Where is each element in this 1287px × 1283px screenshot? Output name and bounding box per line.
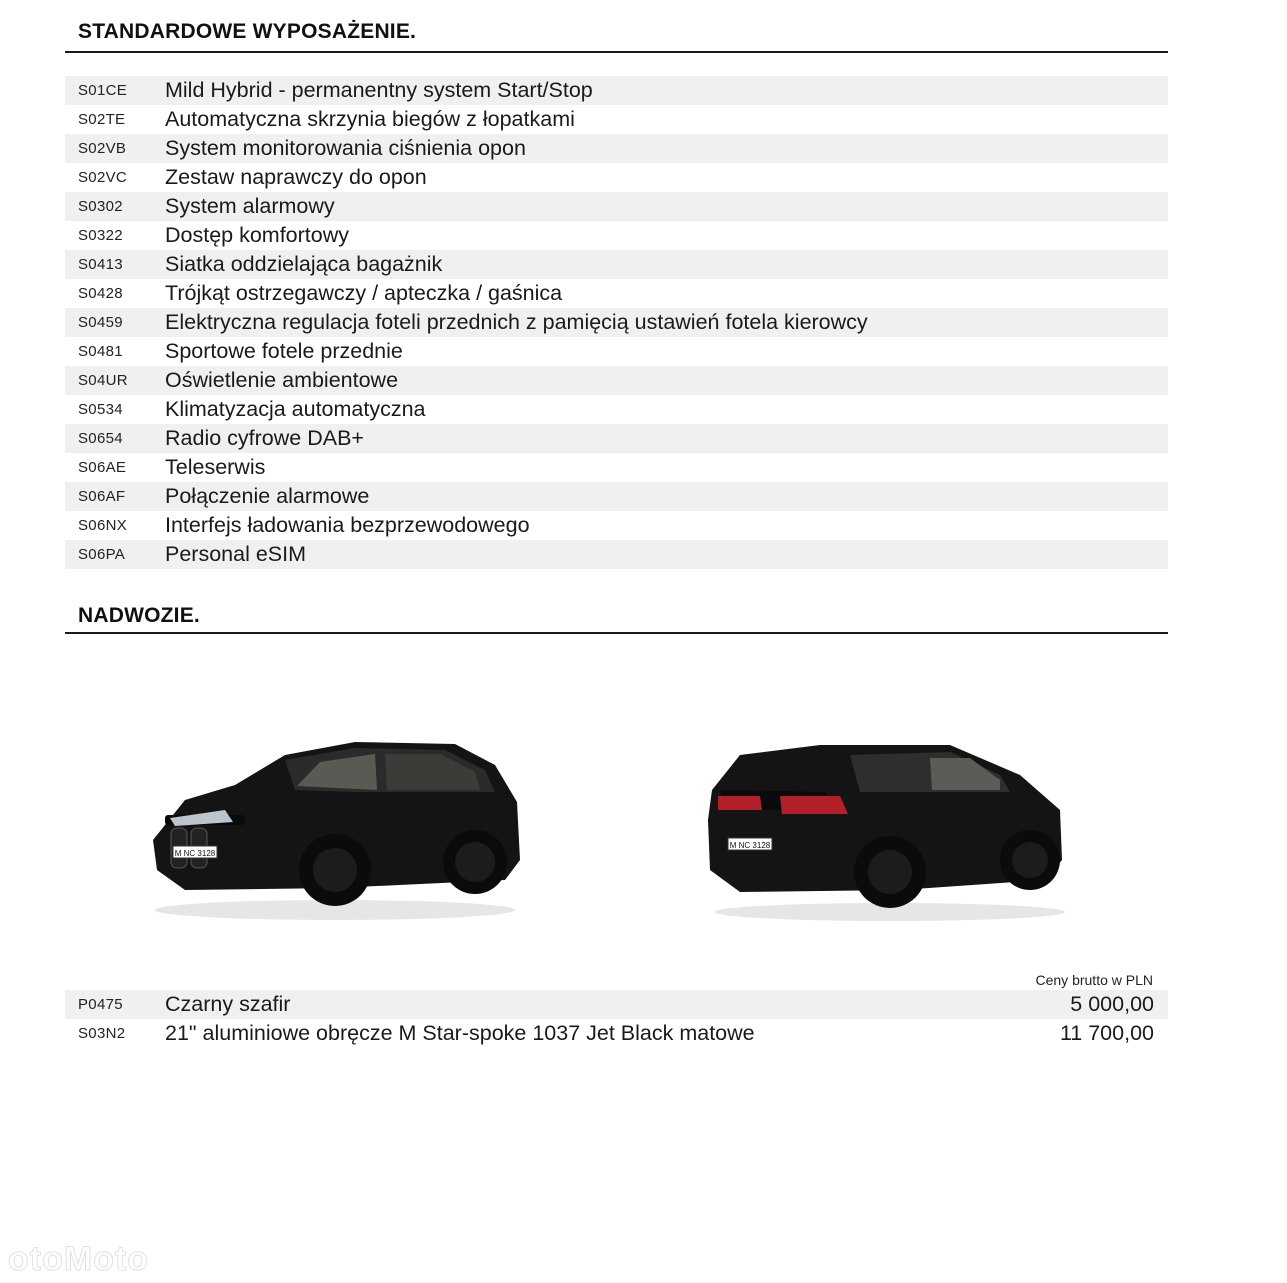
item-label: System monitorowania ciśnienia opon <box>165 136 526 160</box>
item-label: System alarmowy <box>165 194 335 218</box>
item-code: P0475 <box>78 996 123 1013</box>
list-item <box>65 453 1168 482</box>
item-code: S0413 <box>78 256 123 273</box>
list-item <box>65 163 1168 192</box>
list-item <box>65 511 1168 540</box>
item-label: Teleserwis <box>165 455 266 479</box>
list-item <box>65 279 1168 308</box>
section-divider <box>65 51 1168 53</box>
item-label: Połączenie alarmowe <box>165 484 370 508</box>
item-label: Interfejs ładowania bezprzewodowego <box>165 513 530 537</box>
list-item <box>65 221 1168 250</box>
item-label: Trójkąt ostrzegawczy / apteczka / gaśnica <box>165 281 563 305</box>
section-title-standard: STANDARDOWE WYPOSAŻENIE. <box>78 20 417 43</box>
body-options-list <box>65 990 1168 1048</box>
item-label: Elektryczna regulacja foteli przednich z pamięcią ustawień fotela kierowcy <box>165 310 868 334</box>
list-item <box>65 76 1168 105</box>
item-code: S01CE <box>78 82 128 99</box>
item-label: Automatyczna skrzynia biegów z łopatkami <box>165 107 575 131</box>
item-price: 11 700,00 <box>1059 1021 1154 1045</box>
item-label: Klimatyzacja automatyczna <box>165 397 426 421</box>
list-item <box>65 250 1168 279</box>
list-item <box>65 366 1168 395</box>
car-front-image <box>145 730 530 925</box>
item-code: S0428 <box>78 285 123 302</box>
watermark-logo: otoMoto <box>8 1240 150 1278</box>
list-item <box>65 192 1168 221</box>
list-item <box>65 134 1168 163</box>
item-label: Sportowe fotele przednie <box>165 339 403 363</box>
list-item <box>65 395 1168 424</box>
item-label: Mild Hybrid - permanentny system Start/Stop <box>165 78 593 102</box>
item-label: Zestaw naprawczy do opon <box>165 165 427 189</box>
item-label: Personal eSIM <box>165 542 307 566</box>
list-item <box>65 540 1168 569</box>
front-plate: M NC 3128 <box>174 849 216 858</box>
item-code: S0481 <box>78 343 123 360</box>
item-code: S03N2 <box>78 1025 126 1042</box>
list-item <box>65 990 1168 1019</box>
item-label: Dostęp komfortowy <box>165 223 350 247</box>
item-code: S06NX <box>78 517 128 534</box>
item-code: S0459 <box>78 314 123 331</box>
list-item <box>65 1019 1168 1048</box>
item-code: S06AF <box>78 488 126 505</box>
item-code: S04UR <box>78 372 128 389</box>
item-code: S0322 <box>78 227 123 244</box>
standard-equipment-list <box>65 76 1168 569</box>
item-code: S06PA <box>78 546 126 563</box>
list-item <box>65 308 1168 337</box>
item-label: Oświetlenie ambientowe <box>165 368 399 392</box>
item-code: S02VB <box>78 140 127 157</box>
car-rear-image <box>700 730 1070 925</box>
list-item <box>65 337 1168 366</box>
item-label: Czarny szafir <box>165 992 291 1016</box>
item-code: S02VC <box>78 169 128 186</box>
item-label: 21" aluminiowe obręcze M Star-spoke 1037 Jet Black matowe <box>165 1021 755 1045</box>
list-item <box>65 105 1168 134</box>
list-item <box>65 482 1168 511</box>
section-title-body: NADWOZIE. <box>78 604 200 627</box>
section-divider <box>65 632 1168 634</box>
list-item <box>65 424 1168 453</box>
rear-plate: M NC 3128 <box>729 841 771 850</box>
item-label: Siatka oddzielająca bagażnik <box>165 252 443 276</box>
price-header: Ceny brutto w PLN <box>1035 972 1153 988</box>
item-code: S0534 <box>78 401 123 418</box>
item-code: S02TE <box>78 111 126 128</box>
item-code: S0654 <box>78 430 123 447</box>
item-code: S06AE <box>78 459 127 476</box>
item-code: S0302 <box>78 198 123 215</box>
item-price: 5 000,00 <box>1070 992 1154 1016</box>
item-label: Radio cyfrowe DAB+ <box>165 426 364 450</box>
